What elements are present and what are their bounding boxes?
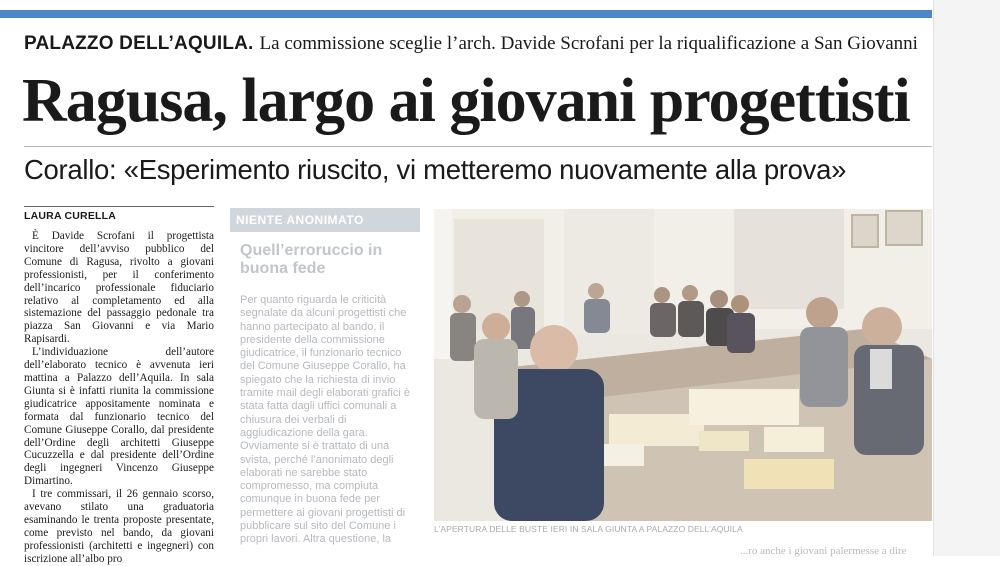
article-paragraph: I tre commissari, il 26 gennaio scorso, avevano stilato una graduatoria esaminando le trenta proposte presentate, come previsto nel bando, da giovani professionisti (architetti e ingegneri) con iscrizione all’albo pro	[24, 488, 214, 565]
photo-caption: L’APERTURA DELLE BUSTE IERI IN SALA GIUNTA A PALAZZO DELL’AQUILA	[434, 524, 743, 534]
article-paragraph: È Davide Scrofani il progettista vincitore dell’avviso pubblico del Comune di Ragusa, rivolto a giovani professionisti, per il conferimento dell’incarico professionale fiduciario relativo al completamento ed alla sistemazione del passaggio pedonale tra piazza San Giovanni e via Mario Rapisardi.	[24, 230, 214, 346]
kicker-text: La commissione sceglie l’arch. Davide Scrofani per la riqualificazione a San Giovanni	[259, 33, 918, 54]
sidebar-box	[230, 208, 420, 556]
sidebar-title: Quell’erroruccio in buona fede	[240, 242, 383, 277]
article-paragraph: L’individuazione dell’autore dell’elaborato tecnico è avvenuta ieri mattina a Palazzo dell’Aquila. In sala Giunta si è infatti riunita la commissione giudicatrice appositamente nominata e formata dal funzionario tecnico del Comune Giuseppe Corallo, dal presidente dell’Ordine degli architetti Giuseppe Cucuzzella e dal presidente dell’Ordine degli ingegneri Vincenzo Giuseppe Dimartino.	[24, 346, 214, 488]
kicker-tag: PALAZZO DELL’AQUILA.	[24, 33, 254, 54]
top-accent-bar	[0, 10, 932, 18]
page-edge	[933, 0, 1000, 556]
headline-rule	[24, 146, 932, 147]
meeting-photo	[434, 209, 932, 521]
byline-rule	[24, 206, 214, 207]
kicker	[24, 30, 934, 58]
sidebar-label: NIENTE ANONIMATO	[230, 208, 420, 232]
byline: LAURA CURELLA	[24, 210, 117, 222]
next-column-fragment: ...ro anche i giovani palermesse a dire	[740, 545, 907, 557]
subheadline: Corallo: «Esperimento riuscito, vi metteremo nuovamente alla prova»	[24, 154, 847, 185]
article-body	[24, 230, 214, 565]
headline: Ragusa, largo ai giovani progettisti	[22, 67, 910, 135]
sidebar-body: Per quanto riguarda le criticità segnalate da alcuni progettisti che hanno partecipato al bando, il presidente della commissione giudicatrice, il funzionario tecnico del Comune Giuseppe Corallo, ha spiegato che la richiesta di invio tramite mail degli elaborati grafici è stata fatta dagli uffici comunali a chiusura dei verbali di aggiudicazione della gara. Ovviamente si è trattato di una svista, perché l’anonimato degli elaborati ne sarebbe stato compromesso, ma compiuta comunque in buona fede per permettere ai giovani progettisti di pubblicare sul sito del Comune i propri lavori. Altra questione, la	[240, 294, 410, 546]
